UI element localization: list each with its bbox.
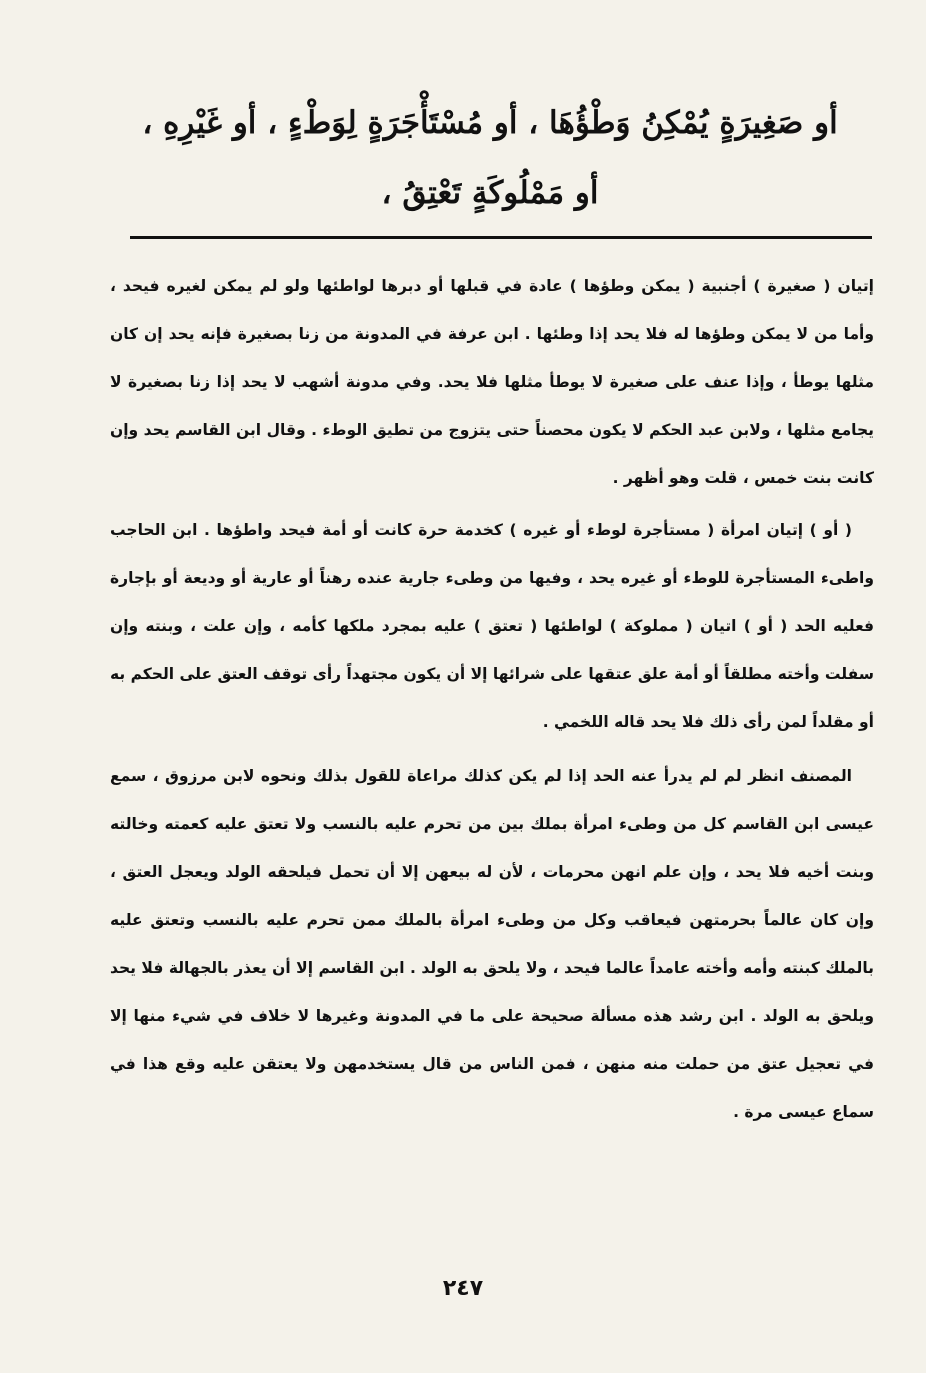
commentary-text <box>110 262 874 1136</box>
heading-line-2: أو مَمْلُوكَةٍ تَعْتِقُ ، <box>381 175 599 211</box>
page-number: ٢٤٧ <box>442 1276 484 1301</box>
paragraph-3: المصنف انظر لم لم يدرأ عنه الحد إذا لم يكن كذلك مراعاة للقول بذلك ونحوه لابن مرزوق ، سمع عيسى ابن القاسم كل من وطىء امرأة بملك بين من تحرم عليه بالنسب ولا تعتق عليه كعمته وخالته وبنت أخيه فلا يحد ، وإن علم انهن محرمات ، لأن له بيعهن إلا أن تحمل فيلحقه الولد ويعجل العتق ، وإن كان عالماً بحرمتهن فيعاقب وكل من وطىء امرأة بالملك ممن تحرم عليه بالنسب وتعتق عليه بالملك كبنته وأمه وأخته عامداً عالما فيحد ، ولا يلحق به الولد . ابن القاسم إلا أن يعذر بالجهالة فلا يحد ويلحق به الولد . ابن رشد هذه مسألة صحيحة على ما في المدونة وغيرها لا خلاف في شيء منها إلا في تعجيل عتق من حملت منه منهن ، فمن الناس من قال يستخدمهن ولا يعتقن عليه وقع هذا في سماع عيسى مرة . <box>110 767 874 1121</box>
paragraph-2: ( أو ) إتيان امرأة ( مستأجرة لوطء أو غيره ) كخدمة حرة كانت أو أمة فيحد واطؤها . ابن الحاجب واطىء المستأجرة للوطء أو غيره يحد ، وفيها من وطىء جارية عنده رهناً أو عارية أو وديعة أو بإجارة فعليه الحد ( أو ) اتيان ( مملوكة ) لواطئها ( تعتق ) عليه بمجرد ملكها كأمه ، وإن علت ، وبنته وإن سفلت وأخته مطلقاً أو أمة علق عتقها على شرائها إلا أن يكون مجتهداً رأى توقف العتق على الحكم به أو مقلداً لمن رأى ذلك فلا يحد قاله اللخمي . <box>110 521 874 731</box>
section-heading <box>110 88 870 228</box>
heading-line-1: أو صَغِيرَةٍ يُمْكِنُ وَطْؤُهَا ، أو مُسْتَأْجَرَةٍ لِوَطْءٍ ، أو غَيْرِهِ ، <box>142 105 838 141</box>
heading-divider <box>130 236 872 239</box>
paragraph-1: إتيان ( صغيرة ) أجنبية ( يمكن وطؤها ) عادة في قبلها أو دبرها لواطئها ولو لم يمكن لغيره فيحد ، وأما من لا يمكن وطؤها له فلا يحد إذا وطئها . ابن عرفة في المدونة من زنا بصغيرة فإنه يحد إن كان مثلها يوطأ ، وإذا عنف على صغيرة لا يوطأ مثلها فلا يحد. وفي مدونة أشهب لا يحد إذا زنا بصغيرة لا يجامع مثلها ، ولابن عبد الحكم لا يكون محصناً حتى يتزوج من تطيق الوطء . وقال ابن القاسم يحد وإن كانت بنت خمس ، قلت وهو أظهر . <box>110 277 874 487</box>
